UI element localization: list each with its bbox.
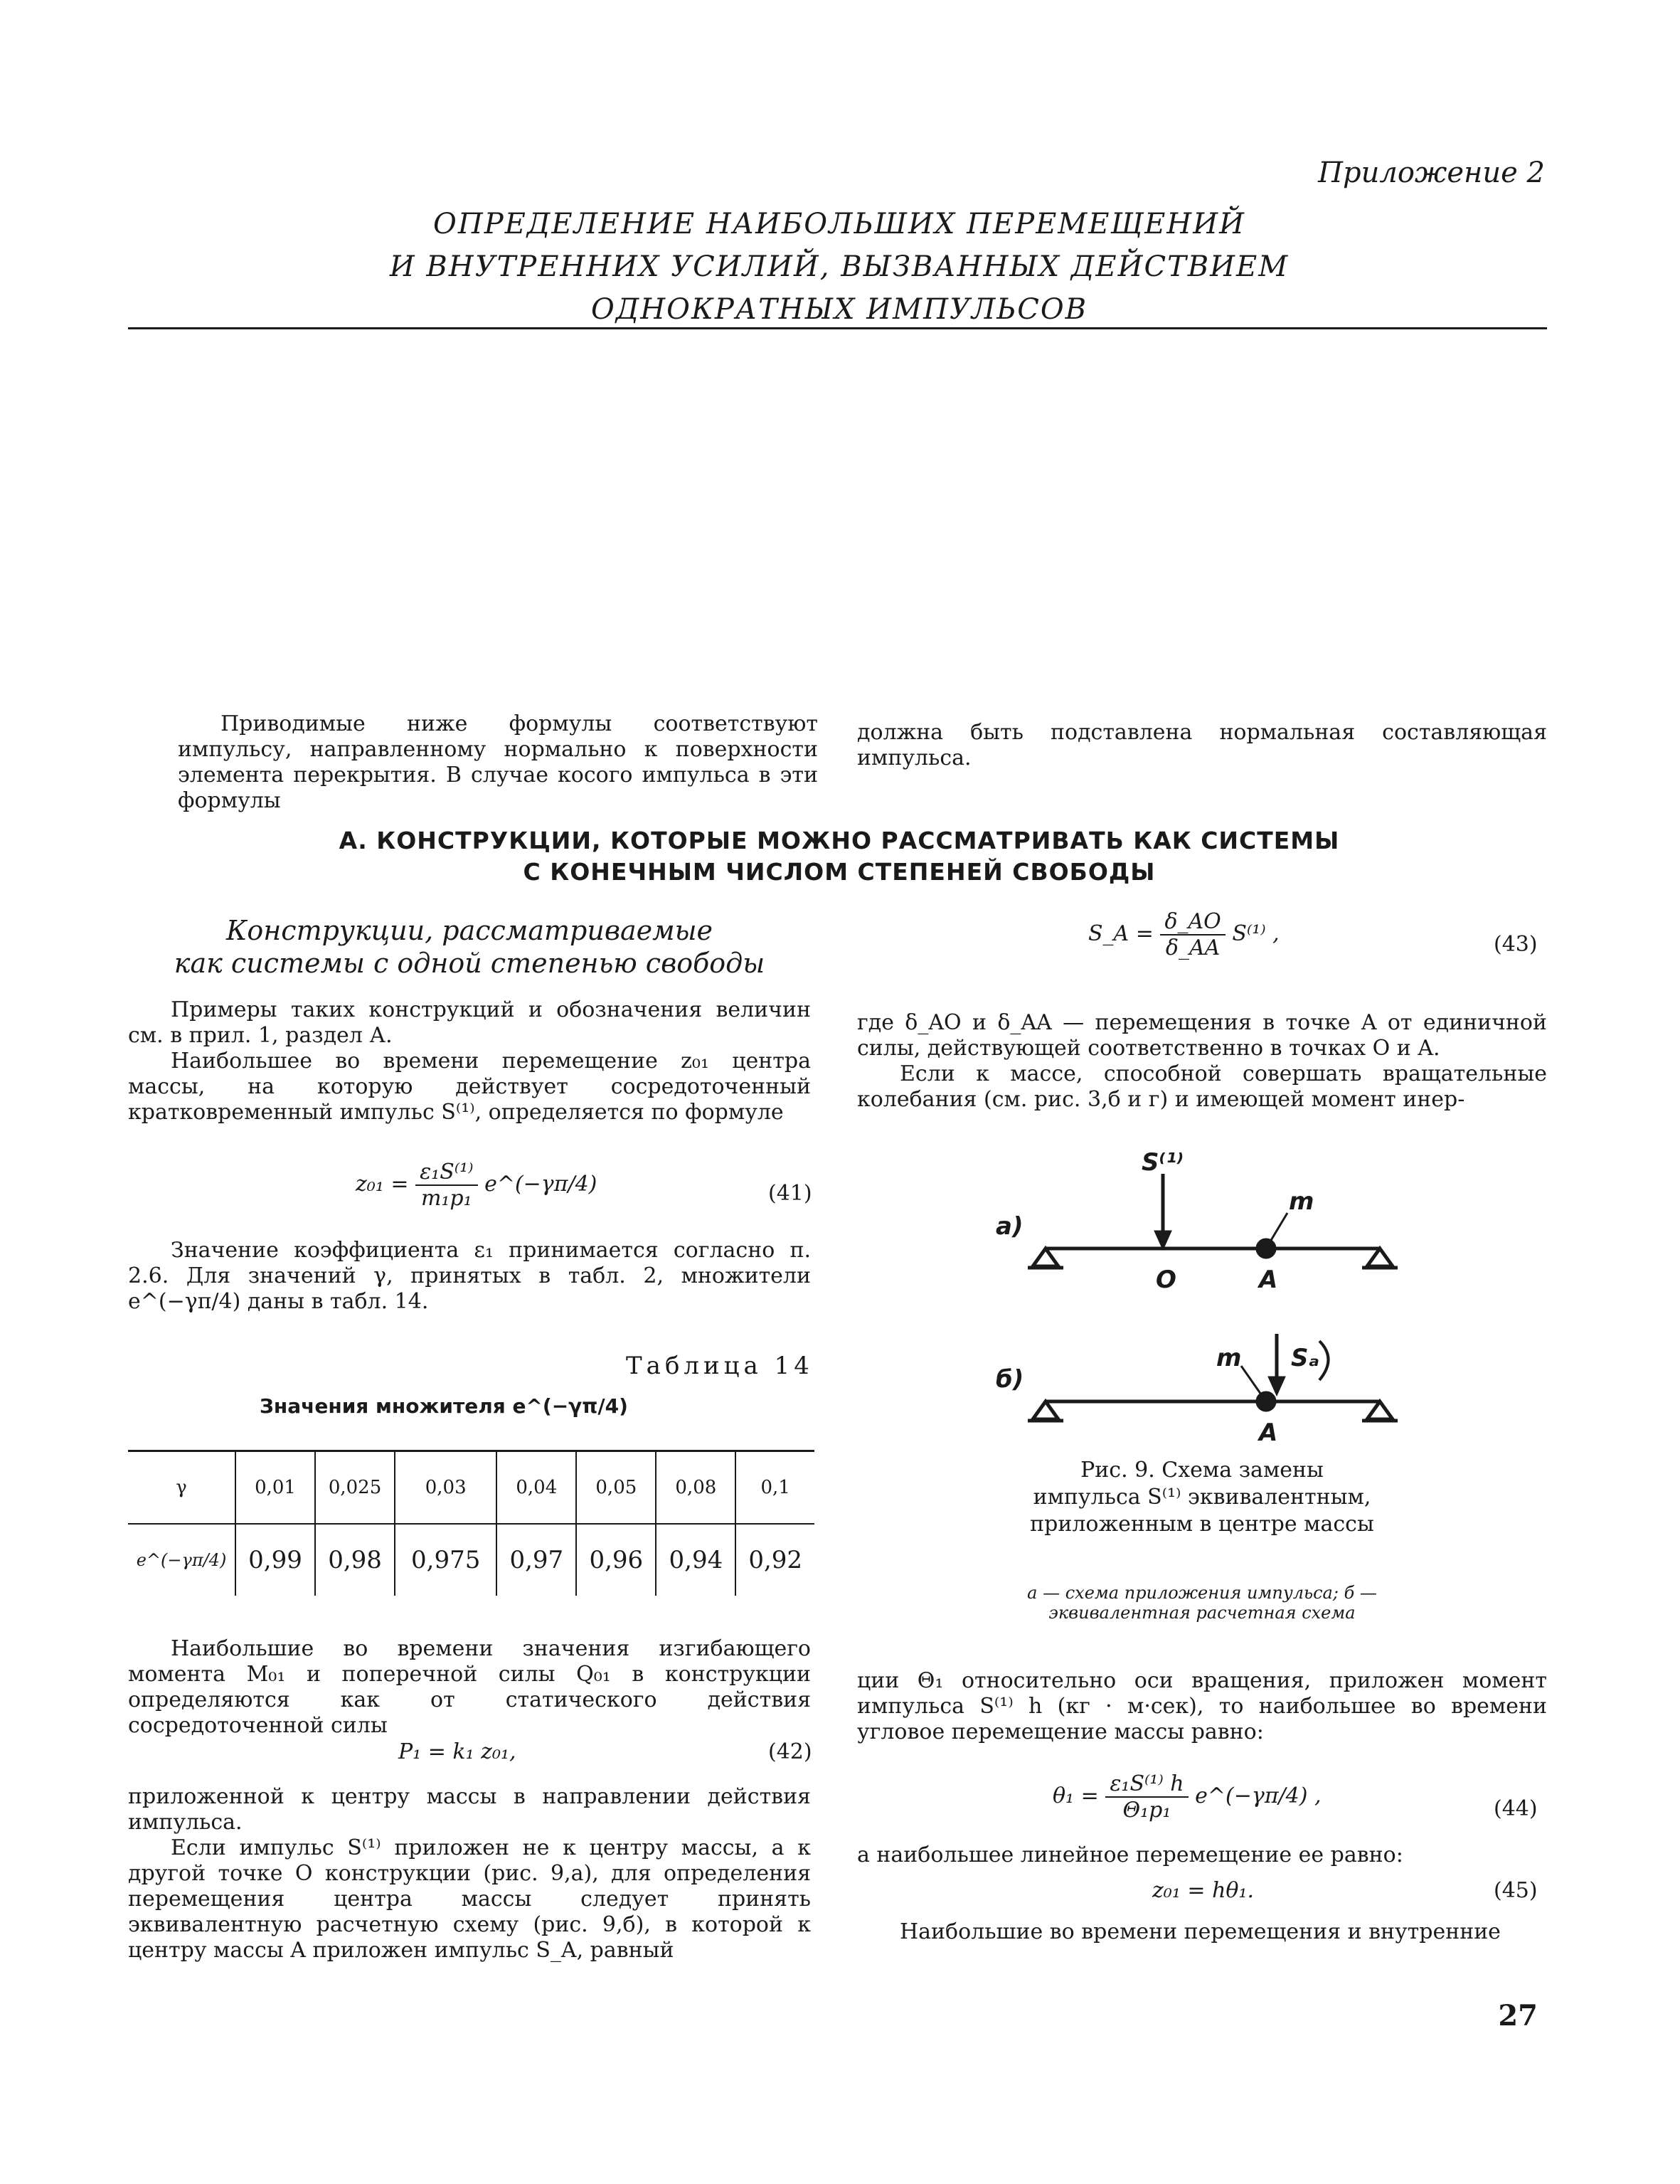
paragraph-max-displacement: Наибольшее во времени перемещение z₀₁ центра массы, на которую действует сосредоточенный кратковременный импульс S⁽¹⁾, определяется по формуле: [128, 1049, 811, 1125]
paragraph-rotational: Если к массе, способной совершать вращательные колебания (см. рис. 3,б и г) и имеющей момент инер-: [857, 1061, 1547, 1112]
table-row: [128, 1451, 814, 1525]
point-a-label-b: A: [1259, 1419, 1278, 1447]
right-col-para-1: [857, 1010, 1547, 1113]
mass-leader-b: [1241, 1366, 1266, 1401]
table-cell: 0,98: [315, 1524, 395, 1596]
eq43-numerator: δ_AO: [1160, 909, 1225, 935]
right-col-para-3: [857, 1843, 1547, 1868]
paragraph-force-applied: приложенной к центру массы в направлении действия импульса.: [128, 1784, 811, 1835]
label-a: а): [996, 1212, 1024, 1241]
eq41-fraction: [415, 1160, 477, 1211]
eq44-fraction: [1105, 1771, 1188, 1823]
table-caption: Значения множителя e^(−γπ/4): [260, 1394, 628, 1418]
label-b: б): [996, 1365, 1024, 1394]
paragraph-off-center: Если импульс S⁽¹⁾ приложен не к центру массы, а к другой точке O конструкции (рис. 9,а), для определения перемещения центра массы следует принять эквивалентную расчетную схему (рис. 9,б), в которой к центру массы A приложен импульс S_A, равный: [128, 1835, 811, 1963]
eq44-numerator: ε₁S⁽¹⁾ h: [1105, 1771, 1188, 1798]
section-heading-line-1: А. КОНСТРУКЦИИ, КОТОРЫЕ МОЖНО РАССМАТРИВАТЬ КАК СИСТЕМЫ: [339, 827, 1340, 854]
eq41-lhs: z₀₁ =: [356, 1172, 409, 1197]
left-support-a: [1033, 1249, 1058, 1266]
paragraph-moment-impulse: ции Θ₁ относительно оси вращения, приложен момент импульса S⁽¹⁾ h (кг · м·сек), то наибольшее во времени угловое перемещение массы равно:: [857, 1668, 1547, 1744]
right-support-b: [1367, 1401, 1393, 1419]
table-cell: 0,025: [315, 1451, 395, 1525]
paragraph-max-displacements: Наибольшие во времени перемещения и внутренние: [900, 1919, 1501, 1944]
table-cell-label: e^(−γπ/4): [128, 1524, 235, 1596]
equation-42: P₁ = k₁ z₀₁,: [398, 1739, 516, 1764]
table-cell: 0,92: [735, 1524, 814, 1596]
table-cell: 0,01: [235, 1451, 315, 1525]
impulse-arrowhead-a: [1157, 1232, 1169, 1246]
point-o-label: O: [1156, 1266, 1176, 1294]
table-cell: 0,05: [576, 1451, 656, 1525]
table-14: [128, 1450, 814, 1596]
eq45-tag: (45): [1494, 1878, 1538, 1903]
eq43-lhs: S_A =: [1088, 921, 1154, 946]
page-number: 27: [1498, 1999, 1538, 2032]
section-heading-line-2: С КОНЕЧНЫМ ЧИСЛОМ СТЕПЕНЕЙ СВОБОДЫ: [523, 858, 1156, 886]
left-col-para-4: [128, 1784, 811, 1963]
paragraph-where: где δ_AO и δ_AA — перемещения в точке A от единичной силы, действующей соответственно в точках O и A.: [857, 1010, 1547, 1061]
subsection-heading-line-2: как системы с одной степенью свободы: [174, 948, 765, 979]
table-cell: 0,96: [576, 1524, 656, 1596]
eq41-numerator: ε₁S⁽¹⁾: [415, 1160, 477, 1186]
table-cell: 0,04: [496, 1451, 576, 1525]
table-cell: 0,1: [735, 1451, 814, 1525]
figure-9: [996, 1152, 1423, 1451]
right-col-para-4: [857, 1919, 1547, 1945]
right-col-para-2: [857, 1668, 1547, 1745]
right-support-a: [1367, 1249, 1393, 1266]
left-col-para-3: [128, 1636, 811, 1739]
table-cell: 0,99: [235, 1524, 315, 1596]
title-line-3: ОДНОКРАТНЫХ ИМПУЛЬСОВ: [590, 293, 1088, 326]
eq44-exponent: e^(−γπ/4) ,: [1195, 1783, 1322, 1808]
table-cell: 0,975: [395, 1524, 496, 1596]
subsection-heading: [128, 914, 811, 980]
left-support-b: [1033, 1401, 1058, 1419]
point-a-label-a: A: [1259, 1266, 1278, 1294]
mass-leader-a: [1266, 1213, 1287, 1249]
left-col-para-1: [128, 997, 811, 1125]
table-title: Таблица 14: [626, 1352, 814, 1380]
table-cell: 0,94: [656, 1524, 735, 1596]
figure-caption: Рис. 9. Схема замены импульса S⁽¹⁾ эквивалентным, приложенным в центре массы: [1030, 1458, 1374, 1537]
intro-left-text: Приводимые ниже формулы соответствуют импульсу, направленному нормально к поверхности элемента перекрытия. В случае косого импульса в эти формулы: [178, 711, 818, 813]
mass-label-b: m: [1216, 1344, 1242, 1372]
paragraph-bending-moment: Наибольшие во времени значения изгибающего момента M₀₁ и поперечной силы Q₀₁ в конструкции определяются как от статического действия сосредоточенной силы: [128, 1636, 811, 1738]
mass-label-a: m: [1289, 1187, 1314, 1216]
title-line-2: И ВНУТРЕННИХ УСИЛИЙ, ВЫЗВАННЫХ ДЕЙСТВИЕМ: [389, 250, 1290, 283]
page-title: [128, 203, 1551, 331]
paragraph-linear-displacement: а наибольшее линейное перемещение ее равно:: [857, 1843, 1403, 1867]
table-cell-label: γ: [128, 1451, 235, 1525]
eq41-tag: (41): [768, 1181, 812, 1206]
title-rule: [128, 327, 1547, 329]
eq43-rhs: S⁽¹⁾ ,: [1232, 921, 1280, 946]
table-row: [128, 1524, 814, 1596]
eq43-fraction: [1160, 909, 1225, 960]
impulse-label: S⁽¹⁾: [1142, 1152, 1184, 1177]
title-line-1: ОПРЕДЕЛЕНИЕ НАИБОЛЬШИХ ПЕРЕМЕЩЕНИЙ: [433, 208, 1245, 240]
paragraph-coefficient: Значение коэффициента ε₁ принимается согласно п. 2.6. Для значений γ, принятых в табл. 2, множители e^(−γπ/4) даны в табл. 14.: [128, 1238, 811, 1314]
eq43-denominator: δ_AA: [1165, 935, 1221, 960]
intro-right-text: должна быть подставлена нормальная составляющая импульса.: [857, 720, 1547, 770]
eq44-denominator: Θ₁p₁: [1122, 1798, 1171, 1823]
intro-right: [857, 720, 1547, 771]
eq42-tag: (42): [768, 1739, 812, 1764]
eq43-tag: (43): [1494, 932, 1538, 957]
eq44-tag: (44): [1494, 1796, 1538, 1821]
left-col-para-2: [128, 1238, 811, 1315]
table-cell: 0,97: [496, 1524, 576, 1596]
eq41-denominator: m₁p₁: [420, 1186, 472, 1211]
table-cell: 0,08: [656, 1451, 735, 1525]
appendix-label: Приложение 2: [1318, 157, 1545, 189]
paragraph-examples: Примеры таких конструкций и обозначения величин см. в прил. 1, раздел А.: [128, 997, 811, 1048]
table-cell: 0,03: [395, 1451, 496, 1525]
eq41-exponent: e^(−γπ/4): [484, 1172, 597, 1197]
sa-moment-arc: [1319, 1341, 1329, 1380]
equation-45: z₀₁ = hθ₁.: [1152, 1878, 1255, 1903]
eq44-lhs: θ₁ =: [1053, 1783, 1099, 1808]
section-heading: [142, 825, 1536, 888]
sa-arrowhead-b: [1270, 1378, 1283, 1392]
intro-left: [178, 711, 818, 814]
equation-44: [1053, 1771, 1451, 1823]
figure-note: а — схема приложения импульса; б — эквивалентная расчетная схема: [1027, 1583, 1377, 1623]
subsection-heading-line-1: Конструкции, рассматриваемые: [225, 915, 713, 946]
sa-label: Sₐ: [1291, 1344, 1320, 1372]
equation-41: [356, 1160, 711, 1211]
equation-43: [1088, 909, 1430, 960]
